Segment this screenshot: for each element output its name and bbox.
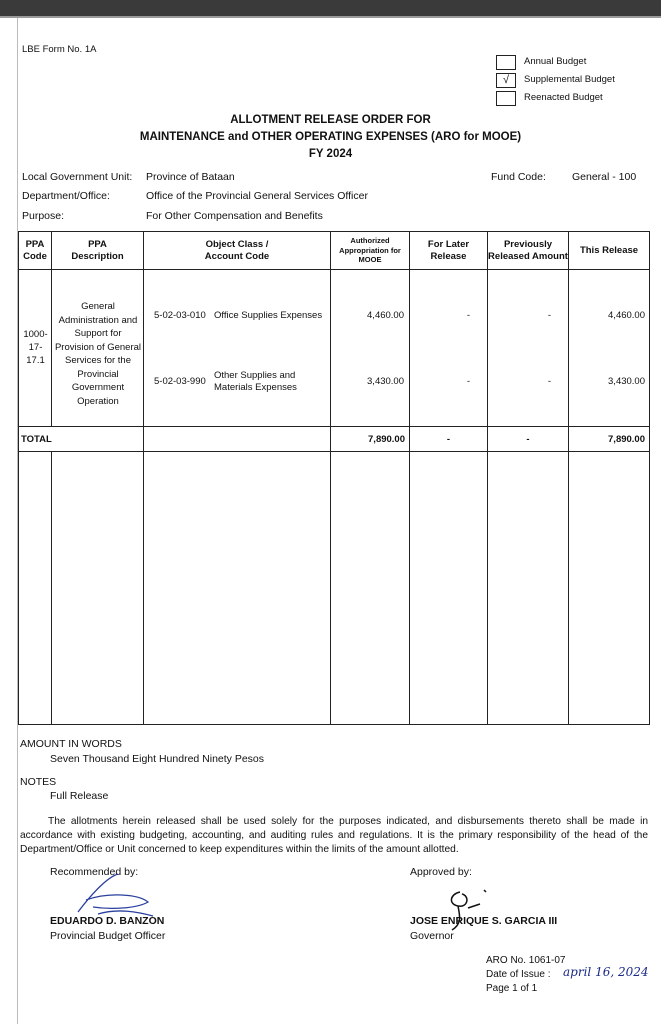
- account-code-2: 5-02-03-990: [154, 376, 206, 387]
- annual-budget-label: Annual Budget: [524, 56, 587, 67]
- reenacted-budget-label: Reenacted Budget: [524, 92, 603, 103]
- date-of-issue-label: Date of Issue :: [486, 969, 551, 980]
- amount-in-words: Seven Thousand Eight Hundred Ninety Pesos: [50, 753, 265, 765]
- approved-by-label: Approved by:: [410, 866, 472, 878]
- document-title-line2: MAINTENANCE and OTHER OPERATING EXPENSES (ARO for MOOE): [139, 131, 522, 143]
- table-row: [19, 270, 650, 427]
- notes-text: Full Release: [50, 790, 109, 802]
- fund-code-label: Fund Code:: [491, 171, 546, 183]
- later-release-2: -: [466, 376, 470, 387]
- approver-title: Governor: [410, 930, 454, 942]
- document-title-fy: FY 2024: [308, 148, 353, 160]
- previously-released-2: -: [547, 376, 551, 387]
- total-row: [19, 427, 650, 452]
- notes-label: NOTES: [20, 776, 57, 788]
- ppa-description: General Administration and Support for Provision of General Services for the Provincial Government Operation: [54, 301, 142, 407]
- recommender-name: EDUARDO D. BANZON: [50, 915, 165, 927]
- purpose-value: For Other Compensation and Benefits: [146, 210, 323, 222]
- page-number: Page 1 of 1: [486, 983, 538, 994]
- header-authorized-appropriation: Authorized Appropriation for MOOE: [331, 232, 410, 270]
- release-conditions-paragraph: The allotments herein released shall be used solely for the purposes indicated, and disbursements thereto shall be made in accordance with existing budgeting, accounting, and auditing rules and regulations. It is the primary responsibility of the head of the Department/Office or Unit concerned to keep expenditures within the limits of the amount allotted.: [20, 816, 648, 855]
- reenacted-budget-checkbox[interactable]: [496, 91, 516, 106]
- fund-code-value: General - 100: [572, 171, 637, 183]
- form-number: LBE Form No. 1A: [22, 44, 97, 55]
- total-label: TOTAL: [19, 427, 144, 452]
- header-previously-released: Previously Released Amount: [488, 232, 569, 270]
- recommender-title: Provincial Budget Officer: [50, 930, 166, 942]
- header-ppa-description: PPA Description: [52, 232, 144, 270]
- header-this-release: This Release: [569, 232, 650, 270]
- header-ppa-code: PPA Code: [19, 232, 52, 270]
- authorized-1: 4,460.00: [367, 310, 404, 321]
- total-later: -: [410, 427, 488, 452]
- approver-name: JOSE ENRIQUE S. GARCIA III: [410, 915, 558, 927]
- authorized-2: 3,430.00: [367, 376, 404, 387]
- scan-top-shadow: [0, 16, 661, 18]
- scan-top-edge: [0, 0, 661, 16]
- account-name-2: Other Supplies and Materials Expenses: [214, 370, 297, 393]
- annual-budget-checkbox[interactable]: [496, 55, 516, 70]
- aro-number: ARO No. 1061-07: [486, 955, 566, 966]
- document-title-line1: ALLOTMENT RELEASE ORDER FOR: [230, 114, 431, 126]
- header-for-later-release: For Later Release: [410, 232, 488, 270]
- department-value: Office of the Provincial General Services Officer: [146, 190, 368, 202]
- lgu-value: Province of Bataan: [146, 171, 235, 183]
- table-empty-row: [19, 452, 650, 725]
- previously-released-1: -: [547, 310, 551, 321]
- ppa-code: 1000-17-17.1: [23, 329, 48, 366]
- supplemental-budget-label: Supplemental Budget: [524, 74, 615, 85]
- total-previous: -: [488, 427, 569, 452]
- purpose-label: Purpose:: [22, 210, 65, 222]
- account-name-1: Office Supplies Expenses: [214, 310, 323, 321]
- department-label: Department/Office:: [22, 190, 110, 202]
- table-header-row: [19, 232, 650, 270]
- total-this-release: 7,890.00: [569, 427, 650, 452]
- this-release-2: 3,430.00: [608, 376, 645, 387]
- later-release-1: -: [466, 310, 470, 321]
- allotment-table: [18, 231, 650, 725]
- date-of-issue-handwritten: april 16, 2024: [563, 965, 649, 979]
- lgu-label: Local Government Unit:: [22, 171, 133, 183]
- supplemental-budget-checkbox[interactable]: √: [496, 73, 516, 88]
- header-object-class: Object Class / Account Code: [144, 232, 331, 270]
- total-authorized: 7,890.00: [331, 427, 410, 452]
- this-release-1: 4,460.00: [608, 310, 645, 321]
- account-code-1: 5-02-03-010: [154, 310, 206, 321]
- recommended-by-label: Recommended by:: [50, 866, 139, 878]
- amount-in-words-label: AMOUNT IN WORDS: [20, 738, 122, 750]
